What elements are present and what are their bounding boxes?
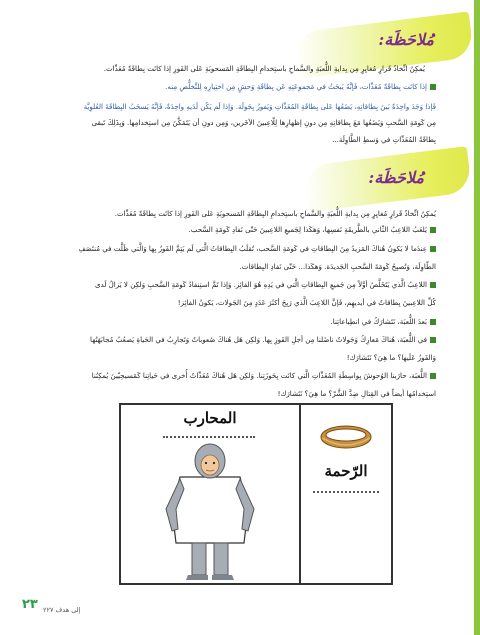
note-title: مُلاحَظَة: — [378, 30, 434, 49]
note-line: يُمكِنُ اتِّخاذُ قَرارٍ مُغايِرٍ مِن بِدايةِ اللُّعبَةِ والسَّماحِ باستِخدامِ البِطاقَةِ المَسحوبَةِ عَلى الفَورِ إذا كانَت بِطاقَةً مُعَدِّات. — [114, 209, 436, 218]
note-line: مِن كَومَةِ السَّحبِ وَيَضَعُها مَعَ بِطاقاتِهِ مِن دونِ إظهارِها لِلّاعِبينَ الآخَرين، وَمِن دونِ أن يَتَمَكَّنَ مِن استِخدامِها. وَبِذَلِكَ تَبقى — [91, 118, 436, 127]
note-line: بَعدَ اللُّعبَة، نَتَشارَكُ في انطِباعاتِنا. — [331, 318, 436, 325]
mercy-card-title: الرّحمة — [324, 462, 368, 480]
note-line: اللاعِبُ الَّذي يَتَخَلَّصُ أوَّلاً مِن جَميعِ البِطاقاتِ الَّتي في يَدِهِ هُوَ الفائِز. وَإذا تَمَّ استِنفادُ كَومَةِ السَّحبِ وَلكِن لا يَزالُ لَدى — [95, 281, 436, 288]
note-line: اللُّعبَة، حارَبنا الوُحوشَ بِواسِطَةِ المُعَدِّاتِ الَّتي كانَت بِحَوزَتِنا. وَلكِن هَل هُناكَ مُعَدِّاتٌ أُخرى في حَياتِنا كَمَسيحِيّينَ يُمكِنُنا — [92, 372, 436, 379]
bullet-square-icon — [430, 319, 436, 325]
note-line: الطّاوِلَة، وَتُصبِحُ كَومَةَ السَّحبِ الجَديدَة. وَهكَذا... حَتّى نَفادِ البِطاقات. — [239, 262, 436, 271]
note-line: بِطاقَةُ المُعَدِّاتِ في وَسطِ الطَّاوِلَة... — [332, 135, 436, 144]
bullet-square-icon — [430, 337, 436, 343]
belt-bracelet-icon — [319, 424, 373, 450]
bullet-square-icon — [430, 246, 436, 252]
dotted-line — [163, 436, 255, 438]
mercy-card — [299, 403, 393, 585]
note-line: يُمكِنُ اتِّخاذُ قَرارٍ مُغايِرٍ مِن بِدايةِ اللُّعبَةِ والسَّماحِ باستِخدامِ البِطاقَةِ المَسحوبَةِ عَلى الفَورِ إذا كانَت بِطاقَةً مُعَدِّات. — [103, 64, 425, 73]
note-line: وَالفَوزُ عَلَيها؟ ما هِيَ؟ نَتَشارَك! — [346, 353, 436, 362]
note-line: في اللُّعبَة، هُناكَ مَعارِكُ وَجَولاتٌ ناضَلنا مِن أجلِ الفَوزِ بِها. وَلكِن هَل هُناكَ صُعوباتٌ وَتَجارِبُ في الحَياةِ يَصعُبُ مُجابَهَتُها — [90, 336, 436, 343]
page-number: ٢٣ — [22, 597, 38, 612]
bullet-square-icon — [430, 282, 436, 288]
note-line: إذا كانَت بِطاقَةً مُعَدِّات، فَإنَّهُ يَبحَثُ في مَجموعَتِهِ عَن بِطاقَةِ وَحشٍ مِن اختِيارِهِ لِلتَّخلُّصِ مِنه. — [165, 83, 436, 90]
footer-label: إلى هدف ٢٢٧ — [43, 606, 81, 614]
bullet-square-icon — [430, 84, 436, 90]
warrior-card — [119, 403, 301, 585]
green-edge-bar — [474, 0, 480, 635]
bullet-square-icon — [430, 227, 436, 233]
note-line: استِخدامُها أيضاً في القِتالِ ضِدَّ الشَّرّ؟ ما هِيَ؟ نَتَشارَك! — [277, 389, 436, 398]
bullet-square-icon — [430, 373, 436, 379]
warrior-card-title: المحارب — [183, 409, 237, 427]
knight-figure-icon — [158, 439, 262, 581]
note-line: كُلِّ اللاعِبينَ بِطاقاتٌ في أيديهِم، فَإنَّ اللاعِبَ الَّذي رَبِحَ أكثَرَ عَدَدٍ مِنَ الجَولات، يَكونُ الفائِز! — [177, 298, 436, 307]
note-line: فَإذا وَجَدَ واحِدَةً بَينَ بِطاقاتِهِ، يَضَعُها عَلى بِطاقَةِ المُعَدِّاتِ وَيَفوزُ بِجَولَة. وَإذا لَم يَكُن لَدَيهِ واحِدَةٌ، فَإنَّهُ يَسحَبُ البِطاقَةَ العُلوِيَّة — [83, 102, 436, 111]
note-title: مُلاحَظَة: — [368, 168, 424, 187]
note-line: يَلعَبُ اللاعِبُ الثّاني بالطَّريقَةِ نَفسِها، وَهكَذا لِجَميعِ اللاعِبينَ حَتّى نَفادِ كَومَةِ السَّحب. — [189, 226, 436, 233]
dotted-line — [313, 491, 379, 493]
note-line: عِندَما لا يَكونُ هُناكَ المَزيدُ مِنَ البِطاقاتِ في كَومَةِ السَّحب، تُقلَبُ البِطاقاتُ الَّتي لَم يَتِمَّ الفَوزُ بِها وَالَّتي ظَلَّت في مُنتَصَفِ — [78, 245, 436, 252]
